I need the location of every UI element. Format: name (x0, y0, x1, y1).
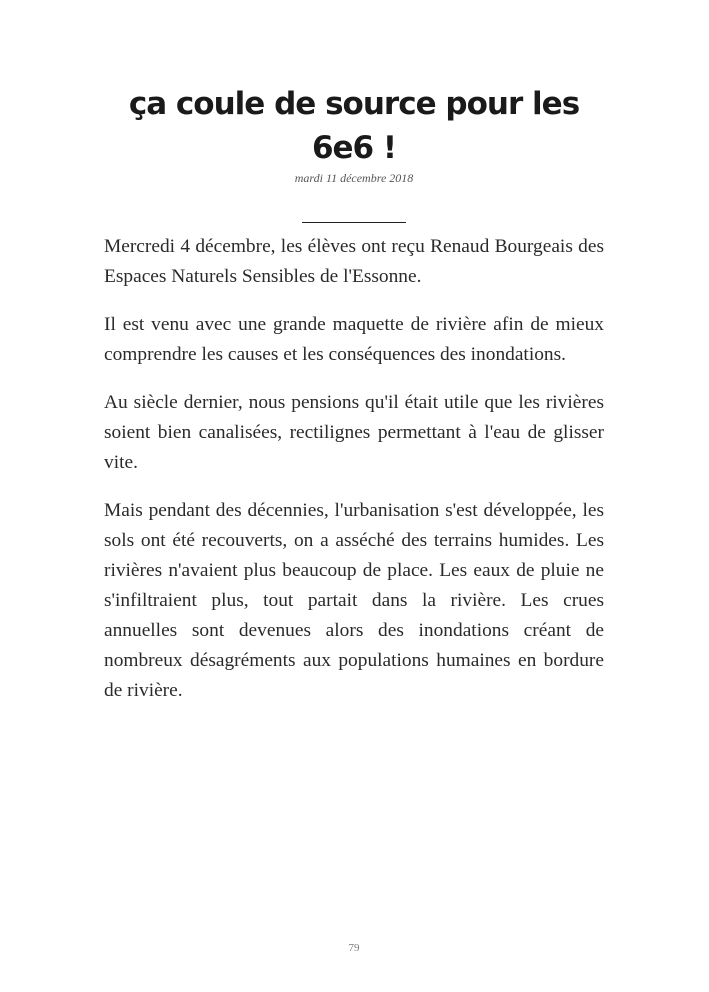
paragraph: Mais pendant des décennies, l'urbanisation s'est développée, les sols ont été recouverts, on a asséché des terrains humides. Les rivières n'avaient plus beaucoup de place. Les eaux de pluie ne s'infiltraient plus, tout partait dans la rivière. Les crues annuelles sont devenues alors des inondations créant de nombreux désagréments aux populations humaines en bordure de rivière. (104, 500, 604, 701)
paragraph: Au siècle dernier, nous pensions qu'il était utile que les rivières soient bien canalisées, rectilignes permettant à l'eau de glisser vite. (104, 392, 604, 473)
article-title: ça coule de source pour les 6e6 ! (128, 86, 580, 166)
paragraph: Il est venu avec une grande maquette de rivière afin de mieux comprendre les causes et les conséquences des inondations. (104, 314, 604, 365)
article-body (104, 232, 604, 724)
paragraph: Mercredi 4 décembre, les élèves ont reçu Renaud Bourgeais des Espaces Naturels Sensibles de l'Essonne. (104, 236, 604, 287)
title-divider (302, 222, 406, 223)
page-number: 79 (348, 942, 360, 954)
article-date: mardi 11 décembre 2018 (294, 171, 414, 185)
